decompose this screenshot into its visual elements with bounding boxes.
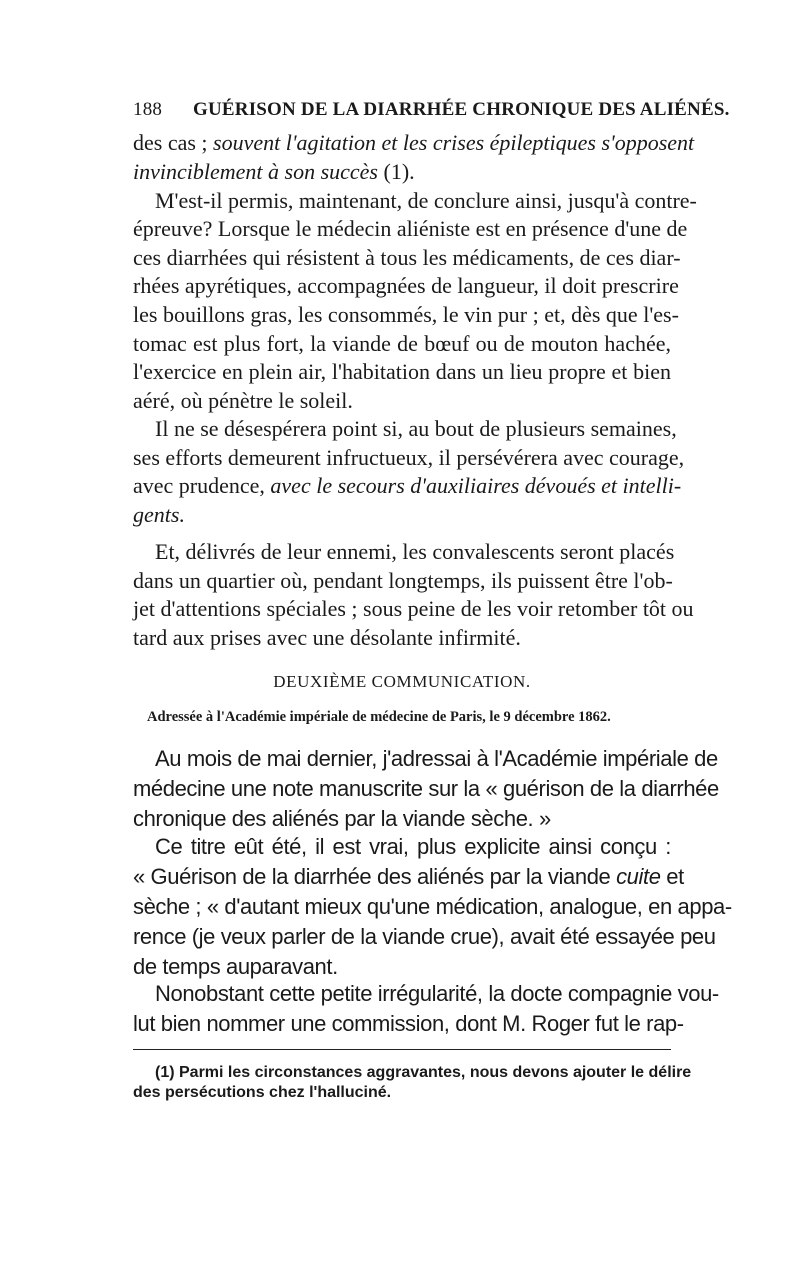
- text-line: [133, 862, 684, 892]
- text-line: chronique des aliénés par la viande sèche. »: [133, 806, 551, 831]
- italic-span: gents.: [133, 501, 185, 527]
- text-line: épreuve? Lorsque le médecin aliéniste est en présence d'une de: [133, 216, 688, 242]
- paragraph-perseverance: [133, 415, 685, 529]
- text-line: rence (je veux parler de la viande crue), avait été essayée peu: [133, 924, 716, 949]
- italic-span: invinciblement à son succès: [133, 159, 378, 184]
- text-line: l'exercice en plein air, l'habitation dans un lieu propre et bien: [133, 359, 671, 385]
- footnote-line: (1) Parmi les circonstances aggravantes, nous devons ajouter le délire: [155, 1064, 692, 1081]
- page-header: [133, 99, 730, 131]
- text-line: tomac est plus fort, la viande de bœuf ou de mouton hachée,: [133, 330, 671, 356]
- section-address: Adressée à l'Académie impériale de médecine de Paris, le 9 décembre 1862.: [147, 709, 611, 725]
- paragraph-title-remark: [133, 832, 732, 982]
- text-line: Ce titre eût été, il est vrai, plus explicite ainsi conçu :: [155, 834, 671, 859]
- text-line: tard aux prises avec une désolante infirmité.: [133, 624, 521, 650]
- text-line: [133, 501, 671, 530]
- text-line: médecine une note manuscrite sur la « guérison de la diarrhée: [133, 776, 719, 801]
- text-line: les bouillons gras, les consommés, le vin pur ; et, dès que l'es-: [133, 301, 679, 327]
- text-span: des cas ;: [133, 130, 214, 155]
- paragraph-conclusion: [133, 158, 697, 415]
- italic-span: avec le secours d'auxiliaires dévoués et intelli-: [270, 473, 682, 499]
- text-line: rhées apyrétiques, accompagnées de langueur, il doit prescrire: [133, 273, 679, 299]
- text-line: [133, 472, 682, 501]
- paragraph-note: [133, 744, 719, 834]
- text-line: M'est-il permis, maintenant, de conclure ainsi, jusqu'à contre-: [155, 187, 697, 213]
- footnote: [133, 1063, 692, 1103]
- text-line: [133, 129, 695, 158]
- text-line: Nonobstant cette petite irrégularité, la docte compagnie vou-: [155, 981, 719, 1006]
- text-line: Il ne se désespérera point si, au bout de plusieurs semaines,: [155, 416, 677, 441]
- paragraph-commission: [133, 979, 719, 1039]
- section-title: DEUXIÈME COMMUNICATION.: [273, 672, 531, 691]
- text-span: avec prudence,: [133, 473, 271, 499]
- page-number: 188: [133, 99, 163, 120]
- paragraph-convalescents: [133, 538, 694, 652]
- text-line: ces diarrhées qui résistent à tous les médicaments, de ces diar-: [133, 244, 681, 270]
- running-title: GUÉRISON DE LA DIARRHÉE CHRONIQUE DES ALIÉNÉS.: [193, 99, 730, 120]
- text-span: (1).: [378, 159, 415, 184]
- paragraph-continuation: [133, 129, 695, 158]
- text-line: lut bien nommer une commission, dont M. Roger fut le rap-: [133, 1011, 684, 1036]
- text-line: Au mois de mai dernier, j'adressai à l'Académie impériale de: [155, 746, 718, 771]
- footnote-line: des persécutions chez l'halluciné.: [133, 1084, 392, 1101]
- text-line: aéré, où pénètre le soleil.: [133, 387, 353, 413]
- text-span: « Guérison de la diarrhée des aliénés par la viande: [133, 864, 617, 889]
- text-span: et: [660, 864, 684, 889]
- text-line: de temps auparavant.: [133, 954, 338, 979]
- text-line: jet d'attentions spéciales ; sous peine de les voir retomber tôt ou: [133, 596, 694, 622]
- text-line: dans un quartier où, pendant longtemps, ils puissent être l'ob-: [133, 567, 673, 593]
- text-line: [133, 158, 671, 187]
- italic-span: cuite: [616, 864, 661, 889]
- footnote-divider: [133, 1049, 671, 1050]
- text-line: ses efforts demeurent infructueux, il persévérera avec courage,: [133, 444, 685, 470]
- text-line: Et, délivrés de leur ennemi, les convalescents seront placés: [155, 539, 675, 564]
- text-line: sèche ; « d'autant mieux qu'une médication, analogue, en appa-: [133, 894, 732, 919]
- italic-span: souvent l'agitation et les crises épileptiques s'opposent: [213, 130, 695, 155]
